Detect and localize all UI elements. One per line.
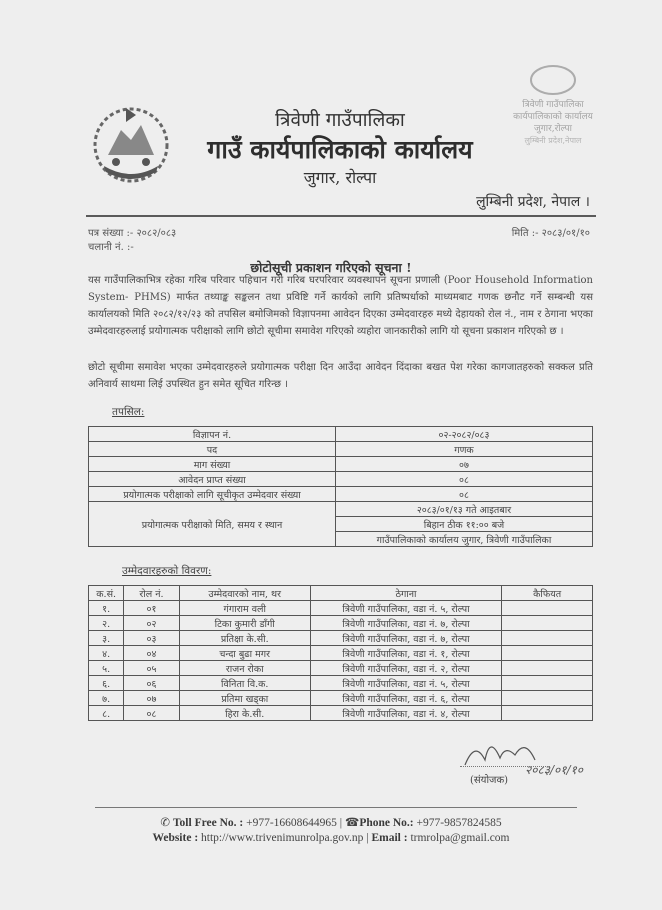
footer-divider — [95, 807, 577, 808]
details-row — [89, 472, 593, 487]
candidate-row — [89, 691, 593, 706]
candidate-row — [89, 646, 593, 661]
name-cell: टिका कुमारी डाँगी — [179, 616, 310, 631]
details-key: विज्ञापन नं. — [89, 427, 336, 442]
email-link[interactable]: trmrolpa@gmail.com — [410, 832, 510, 844]
phone-icon: ✆ — [160, 817, 171, 829]
remarks-cell — [502, 616, 593, 631]
address-cell: त्रिवेणी गाउँपालिका, वडा नं. ५, रोल्पा — [310, 601, 502, 616]
email-label: Email : — [371, 832, 408, 844]
roll-cell: ०८ — [124, 706, 179, 721]
details-row — [89, 427, 593, 442]
phone-label: Phone No.: — [359, 817, 414, 829]
serial-cell: २. — [89, 616, 124, 631]
name-cell: प्रतिक्षा के.सी. — [179, 631, 310, 646]
details-value: गणक — [335, 442, 592, 457]
name-cell: विनिता वि.क. — [179, 676, 310, 691]
details-table — [88, 426, 593, 547]
candidate-row — [89, 676, 593, 691]
nepal-emblem-icon — [86, 100, 176, 190]
roll-cell: ०२ — [124, 616, 179, 631]
exam-row — [89, 502, 593, 517]
notice-paragraph-1: यस गाउँपालिकाभित्र रहेका गरिब परिवार पहिचान गरी गरिब घरपरिवार व्यवस्थापन सूचना प्रणाली (Poor Household Information System- PHMS) मार्फत तथ्याङ्क सङ्कलन तथा प्रविष्टि गर्ने कार्यको लागि प्रतिष्पर्धाको माध्यमबाट गणक छनौट गर्ने सम्बन्धी यस कार्यालयको मिति २०८२/१२/२३ को तपसिल बमोजिमको विज्ञापनमा आवेदन दिएका उम्मेदवारहरु मध्ये देहायको रोल नं., नाम र ठेगाना भएका उम्मेदवारहरुलाई प्रयोगात्मक परीक्षाको लागि छोटो सूचीमा समावेश गरिएको व्यहोरा जानकारीको लागि यो सूचना प्रकाशन गरिएको छ । — [88, 275, 593, 337]
name-cell: राजन रोका — [179, 661, 310, 676]
serial-cell: ३. — [89, 631, 124, 646]
address-cell: त्रिवेणी गाउँपालिका, वडा नं. ४, रोल्पा — [310, 706, 502, 721]
name-cell: गंगाराम वली — [179, 601, 310, 616]
details-key: पद — [89, 442, 336, 457]
svg-text:जुगार,रोल्पा: जुगार,रोल्पा — [534, 124, 572, 134]
roll-cell: ०६ — [124, 676, 179, 691]
candidate-row — [89, 616, 593, 631]
exam-date: २०८३/०१/१३ गते आइतबार — [335, 502, 592, 517]
website-label: Website : — [152, 832, 199, 844]
office-stamp-icon — [498, 62, 608, 152]
column-header: ठेगाना — [310, 586, 502, 601]
footer-web — [0, 832, 662, 844]
office-address: जुगार, रोल्पा — [303, 168, 377, 187]
serial-cell: ६. — [89, 676, 124, 691]
address-cell: त्रिवेणी गाउँपालिका, वडा नं. ७, रोल्पा — [310, 616, 502, 631]
details-value: ०८ — [335, 472, 592, 487]
letter-date: मिति :- २०८३/०१/१० — [511, 228, 590, 239]
name-cell: प्रतिमा खड्का — [179, 691, 310, 706]
notice-title: छोटोसूची प्रकाशन गरिएको सूचना ! — [250, 260, 412, 275]
address-cell: त्रिवेणी गाउँपालिका, वडा नं. ६, रोल्पा — [310, 691, 502, 706]
svg-text:त्रिवेणी गाउँपालिका: त्रिवेणी गाउँपालिका — [522, 100, 584, 110]
column-header: रोल नं. — [124, 586, 179, 601]
details-label: तपसिल: — [112, 406, 145, 418]
header-divider — [86, 215, 596, 217]
details-value: ०२-२०८२/०८३ — [335, 427, 592, 442]
roll-cell: ०४ — [124, 646, 179, 661]
remarks-cell — [502, 706, 593, 721]
serial-cell: ७. — [89, 691, 124, 706]
name-cell: हिरा के.सी. — [179, 706, 310, 721]
address-cell: त्रिवेणी गाउँपालिका, वडा नं. २, रोल्पा — [310, 661, 502, 676]
municipality-name: त्रिवेणी गाउँपालिका — [275, 109, 405, 131]
serial-cell: १. — [89, 601, 124, 616]
signatory-role: (संयोजक) — [470, 775, 509, 786]
roll-cell: ०३ — [124, 631, 179, 646]
candidates-header — [89, 586, 593, 601]
details-value: ०७ — [335, 457, 592, 472]
address-cell: त्रिवेणी गाउँपालिका, वडा नं. ५, रोल्पा — [310, 676, 502, 691]
telephone-icon: ☎ — [344, 817, 360, 829]
name-cell: चन्दा बुढा मगर — [179, 646, 310, 661]
serial-cell: ८. — [89, 706, 124, 721]
signature-line — [460, 766, 550, 767]
details-row — [89, 457, 593, 472]
candidates-body — [89, 601, 593, 721]
notice-paragraph-2: छोटो सूचीमा समावेश भएका उम्मेदवारहरुले प्रयोगात्मक परीक्षा दिन आउँदा आवेदन दिंदाका बखत पेश गरेका कागजातहरुको सक्कल प्रति अनिवार्य साथमा लिई उपस्थित हुन समेत सूचित गरिन्छ । — [88, 362, 593, 390]
column-header: क.सं. — [89, 586, 124, 601]
details-row — [89, 487, 593, 502]
column-header: उम्मेदवारको नाम, थर — [179, 586, 310, 601]
office-name: गाउँ कार्यपालिकाको कार्यालय — [207, 135, 473, 164]
separator: | — [366, 832, 369, 844]
footer-contact — [0, 815, 662, 829]
tollfree-number: +977-16608644965 — [246, 817, 337, 829]
remarks-cell — [502, 646, 593, 661]
address-cell: त्रिवेणी गाउँपालिका, वडा नं. ७, रोल्पा — [310, 631, 502, 646]
details-key: माग संख्या — [89, 457, 336, 472]
candidates-table — [88, 585, 593, 721]
candidate-row — [89, 631, 593, 646]
province: लुम्बिनी प्रदेश, नेपाल । — [476, 194, 590, 210]
svg-text:लुम्बिनी प्रदेश,नेपाल: लुम्बिनी प्रदेश,नेपाल — [524, 136, 582, 145]
remarks-cell — [502, 661, 593, 676]
letter-number: पत्र संख्या :- २०८२/०८३ — [88, 228, 177, 239]
roll-cell: ०१ — [124, 601, 179, 616]
remarks-cell — [502, 676, 593, 691]
remarks-cell — [502, 601, 593, 616]
candidates-label: उम्मेदवारहरुको विवरण: — [122, 565, 212, 577]
candidate-row — [89, 661, 593, 676]
website-link[interactable]: http://www.trivenimunrolpa.gov.np — [201, 832, 364, 844]
address-cell: त्रिवेणी गाउँपालिका, वडा नं. १, रोल्पा — [310, 646, 502, 661]
details-row — [89, 442, 593, 457]
candidate-row — [89, 706, 593, 721]
serial-cell: ५. — [89, 661, 124, 676]
phone-number: +977-9857824585 — [416, 817, 502, 829]
details-value: ०८ — [335, 487, 592, 502]
remarks-cell — [502, 631, 593, 646]
column-header: कैफियत — [502, 586, 593, 601]
candidate-row — [89, 601, 593, 616]
exam-key: प्रयोगात्मक परीक्षाको मिति, समय र स्थान — [89, 502, 336, 547]
roll-cell: ०७ — [124, 691, 179, 706]
details-key: प्रयोगात्मक परीक्षाको लागि सूचीकृत उम्मेदवार संख्या — [89, 487, 336, 502]
tollfree-label: Toll Free No. : — [172, 817, 244, 829]
separator: | — [339, 817, 343, 829]
exam-place: गाउँपालिकाको कार्यालय जुगार, त्रिवेणी गाउँपालिका — [335, 532, 592, 547]
serial-cell: ४. — [89, 646, 124, 661]
details-key: आवेदन प्राप्त संख्या — [89, 472, 336, 487]
exam-time: बिहान ठीक ११:०० बजे — [335, 517, 592, 532]
remarks-cell — [502, 691, 593, 706]
svg-text:कार्यपालिकाको कार्यालय: कार्यपालिकाको कार्यालय — [513, 112, 593, 122]
roll-cell: ०५ — [124, 661, 179, 676]
dispatch-number: चलानी नं. :- — [88, 242, 134, 253]
signature-date: २०८३/०१/१० — [525, 763, 584, 777]
